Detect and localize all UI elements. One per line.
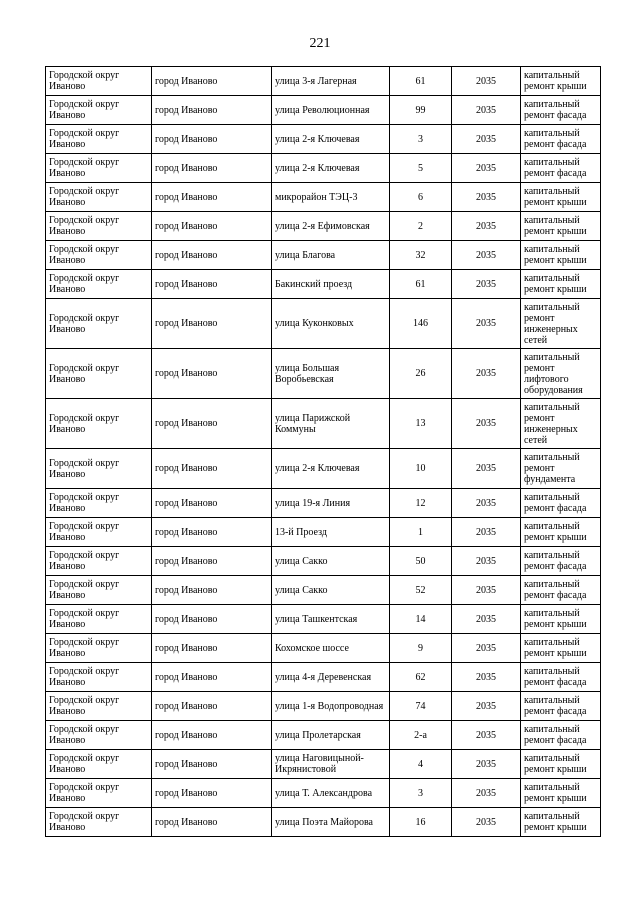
cell-house-number: 74 [390,692,452,721]
cell-year: 2035 [452,212,521,241]
cell-work-type: капитальный ремонт фундамента [521,449,601,489]
cell-okrug: Городской округ Иваново [46,449,152,489]
cell-street: улица Куконковых [272,299,390,349]
cell-work-type: капитальный ремонт крыши [521,67,601,96]
cell-year: 2035 [452,349,521,399]
cell-work-type: капитальный ремонт крыши [521,270,601,299]
cell-city: город Иваново [152,489,272,518]
cell-city: город Иваново [152,154,272,183]
cell-work-type: капитальный ремонт фасада [521,125,601,154]
cell-year: 2035 [452,449,521,489]
cell-street: улица 3-я Лагерная [272,67,390,96]
cell-year: 2035 [452,299,521,349]
cell-year: 2035 [452,183,521,212]
cell-city: город Иваново [152,183,272,212]
cell-house-number: 6 [390,183,452,212]
cell-house-number: 1 [390,518,452,547]
cell-year: 2035 [452,634,521,663]
cell-city: город Иваново [152,721,272,750]
cell-street: улица Ташкентская [272,605,390,634]
cell-year: 2035 [452,663,521,692]
table-row [46,663,601,692]
cell-okrug: Городской округ Иваново [46,663,152,692]
cell-street: улица Пролетарская [272,721,390,750]
cell-house-number: 26 [390,349,452,399]
cell-city: город Иваново [152,634,272,663]
cell-house-number: 13 [390,399,452,449]
cell-okrug: Городской округ Иваново [46,808,152,837]
cell-work-type: капитальный ремонт крыши [521,241,601,270]
cell-city: город Иваново [152,399,272,449]
cell-okrug: Городской округ Иваново [46,154,152,183]
table-row [46,605,601,634]
cell-city: город Иваново [152,241,272,270]
table-row [46,67,601,96]
cell-city: город Иваново [152,605,272,634]
table-row [46,96,601,125]
cell-work-type: капитальный ремонт лифтового оборудования [521,349,601,399]
cell-house-number: 16 [390,808,452,837]
cell-okrug: Городской округ Иваново [46,212,152,241]
cell-okrug: Городской округ Иваново [46,605,152,634]
cell-city: город Иваново [152,663,272,692]
cell-year: 2035 [452,605,521,634]
cell-house-number: 3 [390,779,452,808]
cell-work-type: капитальный ремонт фасада [521,154,601,183]
table-row [46,349,601,399]
cell-house-number: 12 [390,489,452,518]
cell-street: улица 2-я Ключевая [272,154,390,183]
cell-work-type: капитальный ремонт крыши [521,634,601,663]
table-row [46,808,601,837]
cell-street: улица 4-я Деревенская [272,663,390,692]
table-row [46,547,601,576]
cell-okrug: Городской округ Иваново [46,67,152,96]
cell-city: город Иваново [152,270,272,299]
cell-house-number: 62 [390,663,452,692]
cell-street: Бакинский проезд [272,270,390,299]
table-body [46,67,601,837]
cell-okrug: Городской округ Иваново [46,489,152,518]
cell-house-number: 61 [390,67,452,96]
cell-okrug: Городской округ Иваново [46,634,152,663]
cell-work-type: капитальный ремонт крыши [521,212,601,241]
cell-city: город Иваново [152,125,272,154]
cell-street: улица 2-я Ключевая [272,125,390,154]
cell-street: улица Т. Александрова [272,779,390,808]
cell-house-number: 9 [390,634,452,663]
cell-street: Кохомское шоссе [272,634,390,663]
cell-work-type: капитальный ремонт крыши [521,779,601,808]
cell-work-type: капитальный ремонт фасада [521,721,601,750]
table-row [46,212,601,241]
table-row [46,449,601,489]
cell-work-type: капитальный ремонт фасада [521,692,601,721]
cell-city: город Иваново [152,808,272,837]
cell-house-number: 2 [390,212,452,241]
cell-house-number: 52 [390,576,452,605]
cell-okrug: Городской округ Иваново [46,547,152,576]
repair-schedule-table [45,66,601,837]
cell-year: 2035 [452,808,521,837]
cell-year: 2035 [452,547,521,576]
table-row [46,241,601,270]
cell-year: 2035 [452,489,521,518]
cell-city: город Иваново [152,96,272,125]
cell-okrug: Городской округ Иваново [46,183,152,212]
cell-city: город Иваново [152,518,272,547]
cell-city: город Иваново [152,67,272,96]
cell-house-number: 4 [390,750,452,779]
cell-year: 2035 [452,692,521,721]
cell-street: улица Революционная [272,96,390,125]
cell-street: улица Парижской Коммуны [272,399,390,449]
cell-work-type: капитальный ремонт крыши [521,750,601,779]
cell-street: микрорайон ТЭЦ-3 [272,183,390,212]
cell-work-type: капитальный ремонт крыши [521,518,601,547]
table-row [46,576,601,605]
cell-city: город Иваново [152,299,272,349]
cell-year: 2035 [452,779,521,808]
cell-okrug: Городской округ Иваново [46,270,152,299]
cell-street: улица Благова [272,241,390,270]
cell-okrug: Городской округ Иваново [46,576,152,605]
cell-city: город Иваново [152,750,272,779]
cell-okrug: Городской округ Иваново [46,349,152,399]
cell-year: 2035 [452,518,521,547]
cell-house-number: 50 [390,547,452,576]
cell-house-number: 32 [390,241,452,270]
table-row [46,518,601,547]
cell-year: 2035 [452,270,521,299]
cell-street: улица 19-я Линия [272,489,390,518]
cell-street: улица Большая Воробьевская [272,349,390,399]
cell-house-number: 14 [390,605,452,634]
table-row [46,489,601,518]
cell-street: улица 1-я Водопроводная [272,692,390,721]
cell-okrug: Городской округ Иваново [46,399,152,449]
cell-house-number: 10 [390,449,452,489]
cell-okrug: Городской округ Иваново [46,518,152,547]
table-row [46,399,601,449]
cell-okrug: Городской округ Иваново [46,692,152,721]
cell-year: 2035 [452,399,521,449]
table-row [46,634,601,663]
cell-street: улица Сакко [272,576,390,605]
table-row [46,779,601,808]
cell-work-type: капитальный ремонт инженерных сетей [521,299,601,349]
cell-work-type: капитальный ремонт фасада [521,489,601,518]
table-row [46,154,601,183]
cell-year: 2035 [452,576,521,605]
cell-house-number: 99 [390,96,452,125]
cell-okrug: Городской округ Иваново [46,721,152,750]
cell-street: 13-й Проезд [272,518,390,547]
cell-okrug: Городской округ Иваново [46,299,152,349]
cell-city: город Иваново [152,576,272,605]
cell-work-type: капитальный ремонт крыши [521,183,601,212]
cell-year: 2035 [452,67,521,96]
page-number: 221 [309,36,331,51]
table-row [46,692,601,721]
table-row [46,721,601,750]
cell-work-type: капитальный ремонт фасада [521,96,601,125]
cell-okrug: Городской округ Иваново [46,241,152,270]
cell-street: улица 2-я Ключевая [272,449,390,489]
table-row [46,270,601,299]
cell-house-number: 146 [390,299,452,349]
cell-year: 2035 [452,154,521,183]
cell-city: город Иваново [152,547,272,576]
cell-house-number: 5 [390,154,452,183]
table-row [46,125,601,154]
cell-house-number: 3 [390,125,452,154]
cell-work-type: капитальный ремонт фасада [521,547,601,576]
cell-work-type: капитальный ремонт инженерных сетей [521,399,601,449]
cell-city: город Иваново [152,212,272,241]
cell-year: 2035 [452,125,521,154]
cell-work-type: капитальный ремонт крыши [521,808,601,837]
cell-okrug: Городской округ Иваново [46,125,152,154]
cell-city: город Иваново [152,449,272,489]
table-row [46,750,601,779]
cell-year: 2035 [452,96,521,125]
cell-work-type: капитальный ремонт крыши [521,605,601,634]
cell-city: город Иваново [152,779,272,808]
cell-okrug: Городской округ Иваново [46,96,152,125]
cell-street: улица Поэта Майорова [272,808,390,837]
cell-okrug: Городской округ Иваново [46,750,152,779]
cell-house-number: 61 [390,270,452,299]
cell-street: улица 2-я Ефимовская [272,212,390,241]
cell-year: 2035 [452,721,521,750]
cell-street: улица Сакко [272,547,390,576]
cell-city: город Иваново [152,349,272,399]
cell-okrug: Городской округ Иваново [46,779,152,808]
cell-city: город Иваново [152,692,272,721]
cell-year: 2035 [452,750,521,779]
table-row [46,183,601,212]
cell-street: улица Наговицыной-Икрянистовой [272,750,390,779]
cell-year: 2035 [452,241,521,270]
cell-work-type: капитальный ремонт фасада [521,663,601,692]
cell-house-number: 2-а [390,721,452,750]
table-row [46,299,601,349]
cell-work-type: капитальный ремонт фасада [521,576,601,605]
